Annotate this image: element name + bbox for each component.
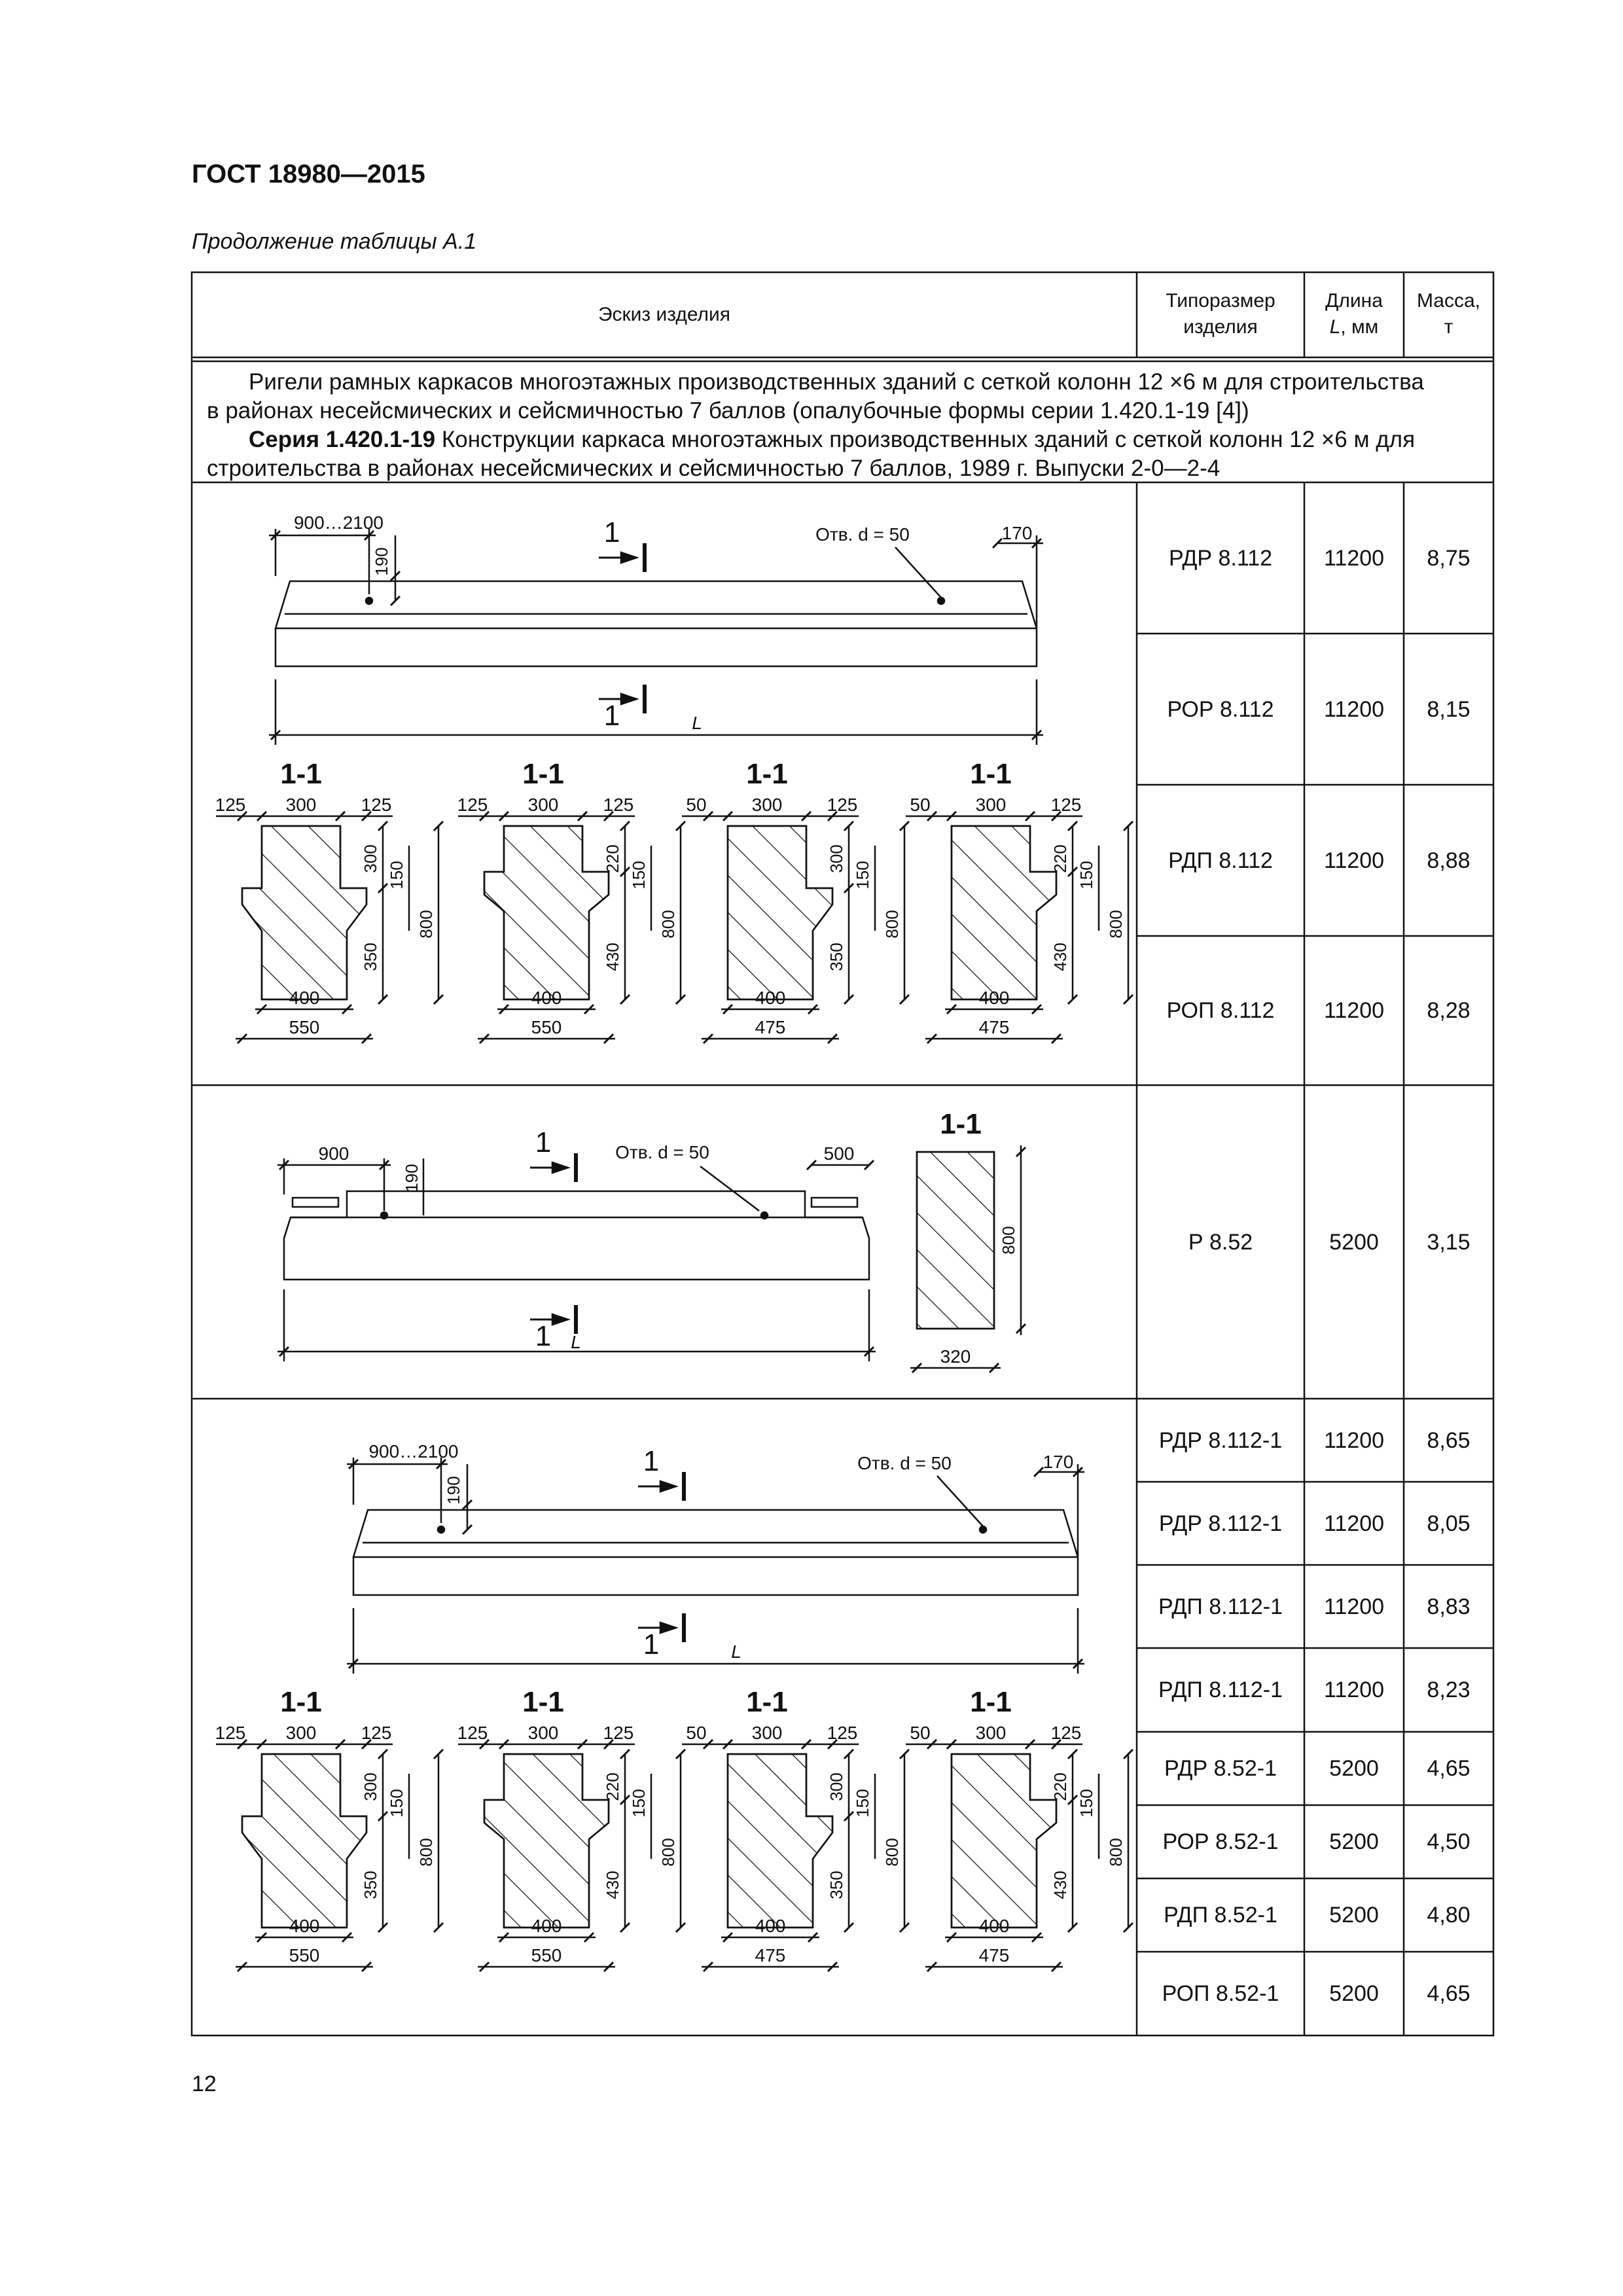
- dimension-label: 150: [387, 1789, 406, 1818]
- cell-mass: 8,23: [1427, 1677, 1471, 1702]
- dimension-label: 220: [1050, 844, 1070, 873]
- dimension-label: 125: [215, 795, 246, 815]
- beam-outline: [276, 581, 1037, 666]
- dimension-label: 300: [527, 795, 559, 815]
- dimension-label: 900: [318, 1143, 349, 1164]
- cell-mass: 4,65: [1427, 1756, 1471, 1781]
- dimension-label: 400: [531, 988, 562, 1008]
- dimension-label: 150: [1077, 1789, 1096, 1818]
- dimension-label: 800: [1106, 1838, 1126, 1867]
- dimension-label: 125: [215, 1723, 246, 1743]
- cell-mass: 8,05: [1427, 1511, 1471, 1536]
- dimension-label: 475: [755, 1017, 786, 1037]
- dimension-label: 800: [658, 1838, 678, 1867]
- dimension-label: 125: [603, 795, 634, 815]
- section-title: 1-1: [940, 1108, 982, 1140]
- dimension-label: 150: [629, 861, 649, 889]
- section-profile: [484, 826, 609, 999]
- dimension-label: 220: [603, 1772, 622, 1801]
- dimension-label: 300: [285, 1723, 317, 1743]
- page-number: 12: [192, 2072, 217, 2096]
- dimension-label: 300: [975, 795, 1007, 815]
- header-mass-line2: т: [1444, 316, 1454, 338]
- cell-mass: 4,65: [1427, 1981, 1471, 2006]
- dimension-label: 125: [827, 795, 858, 815]
- hole-mark: [366, 598, 372, 604]
- dimension-label: 125: [457, 795, 488, 815]
- cell-length: 5200: [1329, 1756, 1379, 1781]
- dimension-label: 475: [978, 1017, 1010, 1037]
- dimension-label: 220: [1050, 1772, 1070, 1801]
- table-caption: Продолжение таблицы А.1: [192, 229, 477, 254]
- dimension-label: 300: [975, 1723, 1007, 1743]
- series-code: Серия 1.420.1-19: [249, 427, 436, 452]
- hole-mark: [381, 1212, 387, 1219]
- section-title: 1-1: [280, 758, 322, 790]
- hole-mark: [438, 1526, 444, 1533]
- dimension-label: 475: [978, 1945, 1010, 1965]
- section-mark: 1: [643, 1628, 660, 1660]
- series-title: Конструкции каркаса многоэтажных производственных зданий с сеткой колонн 12 ×6 м для: [435, 427, 1416, 452]
- cell-mass: 8,75: [1427, 545, 1471, 571]
- section-profile: [728, 1754, 832, 1928]
- cell-type: РДП 8.112-1: [1158, 1677, 1283, 1702]
- cell-length: 5200: [1329, 1229, 1379, 1255]
- dimension-label: 550: [531, 1945, 562, 1965]
- dimension-label: 800: [658, 910, 678, 939]
- cell-type: РОР 8.112: [1167, 696, 1274, 722]
- cell-mass: 4,80: [1427, 1903, 1471, 1928]
- dimension-label: 190: [402, 1164, 421, 1193]
- length-unit: , мм: [1340, 316, 1379, 338]
- cell-mass: 4,50: [1427, 1829, 1471, 1854]
- dimension-label: 125: [603, 1723, 634, 1743]
- section-title: 1-1: [522, 1686, 564, 1718]
- dimension-label: 300: [827, 844, 846, 873]
- length-variable: L: [1329, 316, 1341, 338]
- dimension-label: 125: [361, 1723, 392, 1743]
- dimension-label: 170: [1043, 1452, 1074, 1472]
- dimension-label: 300: [285, 795, 317, 815]
- section-mark: 1: [643, 1445, 660, 1477]
- dimension-label: 125: [361, 795, 392, 815]
- header-type-line2: изделия: [1183, 316, 1258, 338]
- dimension-label: 300: [827, 1772, 846, 1801]
- dimension-label: 400: [978, 988, 1010, 1008]
- section-title: 1-1: [746, 758, 788, 790]
- dimension-label: 150: [629, 1789, 649, 1818]
- dimension-label: 125: [827, 1723, 858, 1743]
- section-profile: [952, 826, 1056, 999]
- section-arrow-head: [660, 1623, 676, 1633]
- dimension-label: 350: [827, 1871, 846, 1899]
- cell-length: 11200: [1323, 998, 1385, 1023]
- short-beam-outline: [284, 1191, 869, 1280]
- dimension-label: 150: [1077, 861, 1096, 889]
- dimension-label: Отв. d = 50: [857, 1453, 952, 1473]
- series-line-1: Ригели рамных каркасов многоэтажных производственных зданий с сеткой колонн 12 ×6 м для строительства: [249, 369, 1424, 395]
- dimension-label: 170: [1001, 523, 1033, 543]
- dimension-label: 430: [603, 1871, 622, 1899]
- cell-mass: 3,15: [1427, 1229, 1471, 1255]
- cell-length: 11200: [1323, 1427, 1385, 1453]
- section-title: 1-1: [970, 758, 1012, 790]
- leader-line: [937, 1476, 983, 1526]
- dimension-label: 400: [755, 1916, 786, 1936]
- dimension-label: L: [731, 1641, 741, 1662]
- series-line-4: строительства в районах несейсмических и сейсмичностью 7 баллов, 1989 г. Выпуски 2-0—2-4: [207, 456, 1221, 481]
- dimension-label: 50: [910, 795, 931, 815]
- section-title: 1-1: [280, 1686, 322, 1718]
- dimension-label: 350: [827, 942, 846, 971]
- dimension-label: 800: [999, 1226, 1018, 1255]
- dimension-label: 400: [289, 988, 320, 1008]
- section-title: 1-1: [522, 758, 564, 790]
- cell-type: РДП 8.112: [1168, 848, 1273, 873]
- dimension-label: 800: [1106, 910, 1126, 939]
- cell-length: 11200: [1323, 848, 1385, 873]
- cell-type: РОП 8.112: [1166, 998, 1275, 1023]
- document-header: ГОСТ 18980—2015: [192, 160, 425, 188]
- dimension-label: 800: [882, 1838, 902, 1867]
- dimension-label: 300: [751, 795, 783, 815]
- dimension-label: 300: [751, 1723, 783, 1743]
- cell-type: РДР 8.52-1: [1164, 1756, 1277, 1781]
- dimension-label: 320: [940, 1346, 971, 1367]
- section-title: 1-1: [746, 1686, 788, 1718]
- dimension-label: L: [571, 1332, 581, 1352]
- cell-mass: 8,15: [1427, 696, 1471, 722]
- hole-mark: [980, 1526, 986, 1533]
- cell-type: РДР 8.112-1: [1158, 1511, 1283, 1536]
- dimension-label: 300: [527, 1723, 559, 1743]
- dimension-label: 125: [457, 1723, 488, 1743]
- dimension-label: 800: [882, 910, 902, 939]
- dimension-label: 400: [978, 1916, 1010, 1936]
- cell-length: 11200: [1323, 1677, 1385, 1702]
- cell-length: 11200: [1323, 1511, 1385, 1536]
- cell-type: РДП 8.112-1: [1158, 1594, 1283, 1619]
- dimension-label: 550: [531, 1017, 562, 1037]
- section-profile: [242, 826, 366, 999]
- dimension-label: 400: [755, 988, 786, 1008]
- anchor-plate: [812, 1198, 857, 1207]
- dimension-label: 550: [289, 1945, 320, 1965]
- dimension-label: 800: [416, 910, 436, 939]
- dimension-label: 150: [853, 1789, 872, 1818]
- dimension-label: 50: [686, 1723, 707, 1743]
- beam-outline: [353, 1510, 1078, 1595]
- section-mark: 1: [535, 1126, 552, 1158]
- series-line-2: в районах несейсмических и сейсмичностью 7 баллов (опалубочные формы серии 1.420.1-19 [4]): [207, 398, 1249, 423]
- dimension-label: 550: [289, 1017, 320, 1037]
- section-profile: [242, 1754, 366, 1928]
- section-arrow-head: [621, 552, 637, 563]
- section-arrow-head: [660, 1481, 676, 1492]
- section-profile: [917, 1152, 994, 1329]
- cell-mass: 8,83: [1427, 1594, 1471, 1619]
- dimension-label: 190: [444, 1476, 463, 1505]
- dimension-label: 400: [289, 1916, 320, 1936]
- dimension-label: 125: [1050, 795, 1082, 815]
- hole-mark: [761, 1212, 768, 1219]
- header-type-line1: Типоразмер: [1166, 290, 1275, 312]
- dimension-label: 475: [755, 1945, 786, 1965]
- cell-length: 5200: [1329, 1981, 1379, 2006]
- section-profile: [952, 1754, 1056, 1928]
- header-sketch: Эскиз изделия: [597, 304, 731, 325]
- leader-line: [895, 547, 941, 598]
- dimension-label: 125: [1050, 1723, 1082, 1743]
- dimension-label: 190: [372, 547, 391, 576]
- dimension-label: 350: [361, 942, 380, 971]
- dimension-label: Отв. d = 50: [815, 524, 910, 545]
- dimension-label: 300: [361, 844, 380, 873]
- cell-length: 5200: [1329, 1903, 1379, 1928]
- cell-length: 11200: [1323, 696, 1385, 722]
- cell-mass: 8,88: [1427, 848, 1471, 873]
- dimension-label: 800: [416, 1838, 436, 1867]
- dimension-label: 430: [603, 942, 622, 971]
- dimension-label: L: [692, 713, 702, 733]
- section-mark: 1: [603, 516, 620, 548]
- dimension-label: 300: [361, 1772, 380, 1801]
- dimension-label: 220: [603, 844, 622, 873]
- cell-length: 5200: [1329, 1829, 1379, 1854]
- header-length-line1: Длина: [1325, 290, 1383, 312]
- dimension-label: 350: [361, 1871, 380, 1899]
- section-profile: [728, 826, 832, 999]
- cell-type: РОР 8.52-1: [1162, 1829, 1279, 1854]
- header-mass-line1: Масса,: [1416, 290, 1481, 312]
- cell-type: РДП 8.52-1: [1164, 1903, 1277, 1928]
- dimension-label: 900…2100: [368, 1441, 459, 1462]
- dimension-label: 430: [1050, 942, 1070, 971]
- cell-length: 11200: [1323, 545, 1385, 571]
- cell-mass: 8,65: [1427, 1427, 1471, 1453]
- section-profile: [484, 1754, 609, 1928]
- dimension-label: Отв. d = 50: [615, 1142, 709, 1162]
- cell-type: Р 8.52: [1188, 1229, 1253, 1255]
- dimension-label: 50: [910, 1723, 931, 1743]
- dimension-label: 400: [531, 1916, 562, 1936]
- cell-type: РДР 8.112: [1168, 545, 1273, 571]
- cell-mass: 8,28: [1427, 998, 1471, 1023]
- section-arrow-head: [552, 1162, 568, 1173]
- dimension-label: 900…2100: [293, 512, 384, 533]
- dimension-label: 500: [823, 1143, 855, 1164]
- section-mark: 1: [603, 700, 620, 732]
- dimension-label: 50: [686, 795, 707, 815]
- section-title: 1-1: [970, 1686, 1012, 1718]
- anchor-plate: [293, 1198, 338, 1207]
- dimension-label: 430: [1050, 1871, 1070, 1899]
- section-mark: 1: [535, 1320, 552, 1352]
- dimension-label: 150: [387, 861, 406, 889]
- section-arrow-head: [552, 1314, 568, 1325]
- dimension-label: 150: [853, 861, 872, 889]
- hole-mark: [938, 598, 944, 604]
- cell-type: РОП 8.52-1: [1162, 1981, 1279, 2006]
- cell-type: РДР 8.112-1: [1158, 1427, 1283, 1453]
- leader-line: [700, 1166, 759, 1211]
- section-arrow-head: [621, 694, 637, 704]
- cell-length: 11200: [1323, 1594, 1385, 1619]
